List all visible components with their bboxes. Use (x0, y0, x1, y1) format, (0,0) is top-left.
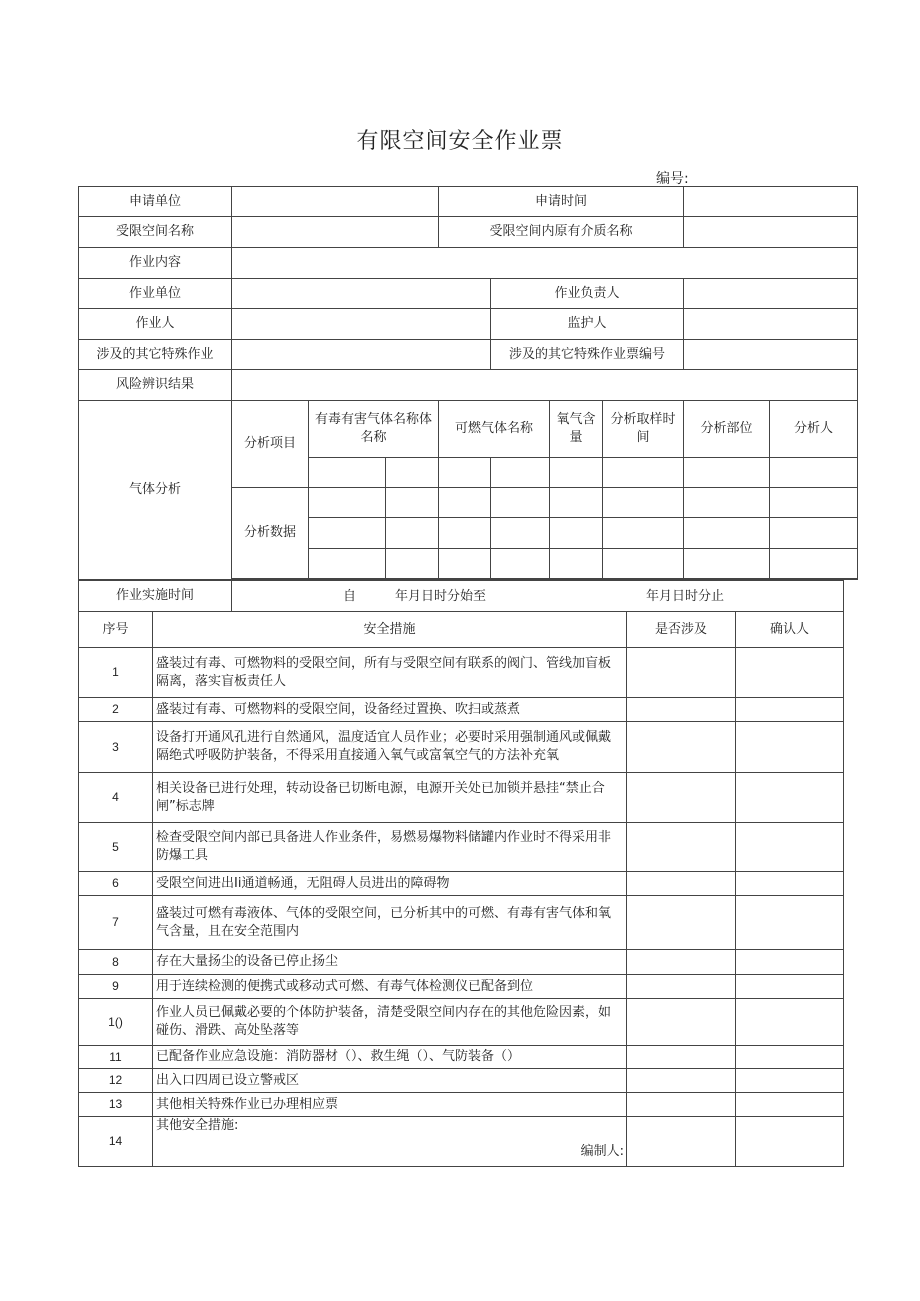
confirmer-header: 确认人 (736, 612, 844, 648)
gas-cell[interactable] (550, 518, 603, 549)
involved-cell[interactable] (627, 999, 736, 1046)
risk-result-label: 风险辨识结果 (79, 370, 232, 401)
confirmer-cell[interactable] (736, 1069, 844, 1093)
involved-cell[interactable] (627, 698, 736, 722)
gas-cell[interactable] (603, 518, 684, 549)
gas-cell[interactable] (684, 518, 770, 549)
measure-text: 作业人员已佩戴必要的个体防护装备，清楚受限空间内存在的其他危险因素，如碰伤、滑跌、高处坠落等 (153, 999, 627, 1046)
involved-cell[interactable] (627, 872, 736, 896)
measure-no: 3 (79, 722, 153, 773)
gas-cell[interactable] (684, 549, 770, 579)
measure-no: 13 (79, 1093, 153, 1117)
sample-time-header: 分析取样时间 (603, 401, 684, 458)
measure-no: 1 (79, 648, 153, 698)
work-leader-label: 作业负责人 (491, 279, 684, 309)
measure-text: 盛装过有毒、可燃物料的受限空间，所有与受限空间有联系的阀门、管线加盲板隔离，落实盲板责任人 (153, 648, 627, 698)
permit-info-table (78, 186, 858, 580)
gas-cell[interactable] (309, 488, 386, 518)
serial-number-label: 编号: (656, 171, 689, 187)
gas-cell[interactable] (386, 549, 439, 579)
location-header: 分析部位 (684, 401, 770, 458)
medium-name-label: 受限空间内原有介质名称 (439, 217, 684, 248)
involved-cell[interactable] (627, 1093, 736, 1117)
worker-input[interactable] (232, 309, 491, 340)
no-header: 序号 (79, 612, 153, 648)
apply-unit-label: 申请单位 (79, 187, 232, 217)
confirmer-cell[interactable] (736, 648, 844, 698)
gas-cell[interactable] (770, 549, 858, 579)
confirmer-cell[interactable] (736, 872, 844, 896)
document-title: 有限空间安全作业票 (356, 129, 564, 154)
measure-text: 其他相关特殊作业已办理相应票 (153, 1093, 627, 1117)
confirmer-cell[interactable] (736, 1046, 844, 1069)
confirmer-cell[interactable] (736, 999, 844, 1046)
other-measures-cell[interactable] (153, 1117, 627, 1167)
gas-cell[interactable] (770, 458, 858, 488)
measure-text: 盛装过有毒、可燃物料的受限空间，设备经过置换、吹扫或蒸煮 (153, 698, 627, 722)
measure-no: 9 (79, 975, 153, 999)
measure-text: 其他安全措施: (156, 1118, 239, 1133)
measure-no: 8 (79, 950, 153, 975)
involved-cell[interactable] (627, 1117, 736, 1167)
gas-cell[interactable] (550, 488, 603, 518)
measure-text: 已配备作业应急设施：消防器材（）、救生绳（）、气防装备（） (153, 1046, 627, 1069)
implement-time-field[interactable] (232, 581, 844, 612)
work-leader-input[interactable] (684, 279, 858, 309)
measure-no: 14 (79, 1117, 153, 1167)
measure-no: 2 (79, 698, 153, 722)
confirmer-cell[interactable] (736, 1093, 844, 1117)
measure-no: 5 (79, 823, 153, 872)
measure-text: 存在大量扬尘的设备已停止扬尘 (153, 950, 627, 975)
gas-cell[interactable] (684, 488, 770, 518)
gas-cell[interactable] (386, 488, 439, 518)
confirmer-cell[interactable] (736, 698, 844, 722)
gas-analysis-label: 气体分析 (79, 401, 232, 580)
gas-cell[interactable] (491, 549, 550, 579)
other-special-input[interactable] (232, 340, 491, 370)
gas-cell[interactable] (550, 549, 603, 579)
measure-no: 4 (79, 773, 153, 823)
involved-cell[interactable] (627, 722, 736, 773)
gas-cell[interactable] (439, 488, 491, 518)
work-content-input[interactable] (232, 248, 858, 279)
involved-cell[interactable] (627, 1046, 736, 1069)
compiler-label: 编制人: (580, 1144, 625, 1160)
measure-no: 12 (79, 1069, 153, 1093)
measure-no: 11 (79, 1046, 153, 1069)
gas-cell[interactable] (439, 518, 491, 549)
implement-end: 年月日时分止 (646, 589, 725, 604)
measure-text: 用于连续检测的便携式或移动式可燃、有毒气体检测仪已配备到位 (153, 975, 627, 999)
measure-text: 相关设备已进行处理，转动设备已切断电源，电源开关处已加锁并悬挂“禁止合闸”标志牌 (153, 773, 627, 823)
confirmer-cell[interactable] (736, 950, 844, 975)
involved-cell[interactable] (627, 950, 736, 975)
measure-text: 出入口四周已设立警戒区 (153, 1069, 627, 1093)
guardian-input[interactable] (684, 309, 858, 340)
analysis-item-label: 分析项目 (232, 401, 309, 488)
confirmer-cell[interactable] (736, 823, 844, 872)
involved-cell[interactable] (627, 975, 736, 999)
gas-cell[interactable] (386, 518, 439, 549)
measure-text: 设备打开通风孔进行自然通风，温度适宜人员作业；必要时采用强制通风或佩戴隔绝式呼吸防护装备，不得采用直接通入氧气或富氧空气的方法补充氧 (153, 722, 627, 773)
gas-cell[interactable] (603, 549, 684, 579)
gas-cell[interactable] (439, 549, 491, 579)
measure-header: 安全措施 (153, 612, 627, 648)
measure-text: 盛装过可燃有毒液体、气体的受限空间，已分析其中的可燃、有毒有害气体和氧气含量，且在安全范围内 (153, 896, 627, 950)
confirmer-cell[interactable] (736, 896, 844, 950)
confirmer-cell[interactable] (736, 773, 844, 823)
work-content-label: 作业内容 (79, 248, 232, 279)
implement-start: 年月日时分始至 (395, 589, 487, 604)
guardian-label: 监护人 (491, 309, 684, 340)
medium-name-input[interactable] (684, 217, 858, 248)
oxygen-header: 氧气含量 (550, 401, 603, 458)
gas-cell[interactable] (309, 518, 386, 549)
confirmer-cell[interactable] (736, 975, 844, 999)
involved-header: 是否涉及 (627, 612, 736, 648)
apply-time-input[interactable] (684, 187, 858, 217)
gas-cell[interactable] (770, 488, 858, 518)
implement-time-label: 作业实施时间 (79, 581, 232, 612)
measure-no: 6 (79, 872, 153, 896)
space-name-input[interactable] (232, 217, 439, 248)
gas-cell[interactable] (439, 458, 491, 488)
involved-cell[interactable] (627, 648, 736, 698)
worker-label: 作业人 (79, 309, 232, 340)
gas-cell[interactable] (309, 458, 386, 488)
work-unit-label: 作业单位 (79, 279, 232, 309)
involved-cell[interactable] (627, 896, 736, 950)
space-name-label: 受限空间名称 (79, 217, 232, 248)
apply-unit-input[interactable] (232, 187, 439, 217)
implement-from: 自 (343, 589, 357, 604)
measure-text: 受限空间进出Ii通道畅通，无阻碍人员进出的障碍物 (153, 872, 627, 896)
other-special-no-input[interactable] (684, 340, 858, 370)
other-special-no-label: 涉及的其它特殊作业票编号 (491, 340, 684, 370)
flammable-gas-header: 可燃气体名称 (439, 401, 550, 458)
measure-no: 7 (79, 896, 153, 950)
toxic-gas-header: 有毒有害气体名称体名称 (309, 401, 439, 458)
gas-cell[interactable] (491, 518, 550, 549)
gas-cell[interactable] (603, 458, 684, 488)
safety-measures-table (78, 580, 844, 1167)
gas-cell[interactable] (603, 488, 684, 518)
work-unit-input[interactable] (232, 279, 491, 309)
gas-cell[interactable] (491, 488, 550, 518)
gas-cell[interactable] (770, 518, 858, 549)
confirmer-cell[interactable] (736, 722, 844, 773)
gas-cell[interactable] (309, 549, 386, 579)
measure-text: 检查受限空间内部已具备进人作业条件，易燃易爆物料储罐内作业时不得采用非防爆工具 (153, 823, 627, 872)
involved-cell[interactable] (627, 773, 736, 823)
measure-no: 1() (79, 999, 153, 1046)
gas-cell[interactable] (550, 458, 603, 488)
involved-cell[interactable] (627, 823, 736, 872)
confirmer-cell[interactable] (736, 1117, 844, 1167)
gas-cell[interactable] (684, 458, 770, 488)
gas-cell[interactable] (491, 458, 550, 488)
analysis-data-label: 分析数据 (232, 488, 309, 579)
involved-cell[interactable] (627, 1069, 736, 1093)
apply-time-label: 申请时间 (439, 187, 684, 217)
risk-result-input[interactable] (232, 370, 858, 401)
gas-cell[interactable] (386, 458, 439, 488)
other-special-label: 涉及的其它特殊作业 (79, 340, 232, 370)
analyst-header: 分析人 (770, 401, 858, 458)
